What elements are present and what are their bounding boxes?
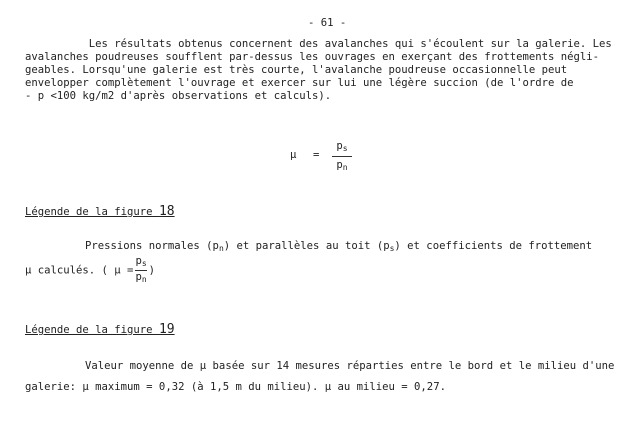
legend-18-fraction: $\frac{p_s}{p_n}$ xyxy=(135,255,147,284)
paragraph-line: avalanches poudreuses soufflent par-dessus les ouvrages en exerçant des frottements négli- xyxy=(25,51,600,63)
formula-numerator: $p_s$ xyxy=(332,140,352,157)
legend-19-text xyxy=(25,360,635,394)
paragraph-line: envelopper complètement l'ouvrage et exercer sur lui une légère succion (de l'ordre de xyxy=(25,77,574,89)
formula-mu: μ xyxy=(290,149,297,161)
paragraph-line: Les résultats obtenus concernent des avalanches qui s'écoulent sur la galerie. Les xyxy=(25,38,612,50)
legend-19-heading: Légende de la figure 19 xyxy=(25,322,175,337)
paragraph-line: geables. Lorsqu'une galerie est très courte, l'avalanche poudreuse occasionnelle peut xyxy=(25,64,568,76)
formula-fraction xyxy=(332,140,352,174)
paragraph-line: - p <100 kg/m2 d'après observations et calculs). xyxy=(25,90,332,102)
legend-18-heading: Légende de la figure 18 xyxy=(25,204,175,219)
legend-19-line-1: Valeur moyenne de μ basée sur 14 mesures réparties entre le bord et le milieu d'une xyxy=(85,360,615,372)
body-paragraph xyxy=(25,38,625,103)
formula-equals: = xyxy=(313,149,320,161)
legend-18-text xyxy=(25,240,635,284)
legend-18-line-1: Pressions normales $(p_n)$ et parallèles au toit $(p_s)$ et coefficients de frottement xyxy=(85,240,593,253)
formula-denominator: $p_n$ xyxy=(336,159,348,172)
page-number: - 61 - xyxy=(308,17,347,29)
legend-19-line-2: galerie: μ maximum = 0,32 (à 1,5 m du milieu). μ au milieu = 0,27. xyxy=(25,381,446,393)
legend-18-line-2: μ calculés. ( μ = $\frac{p_s}{p_n}$ ) xyxy=(25,255,156,284)
